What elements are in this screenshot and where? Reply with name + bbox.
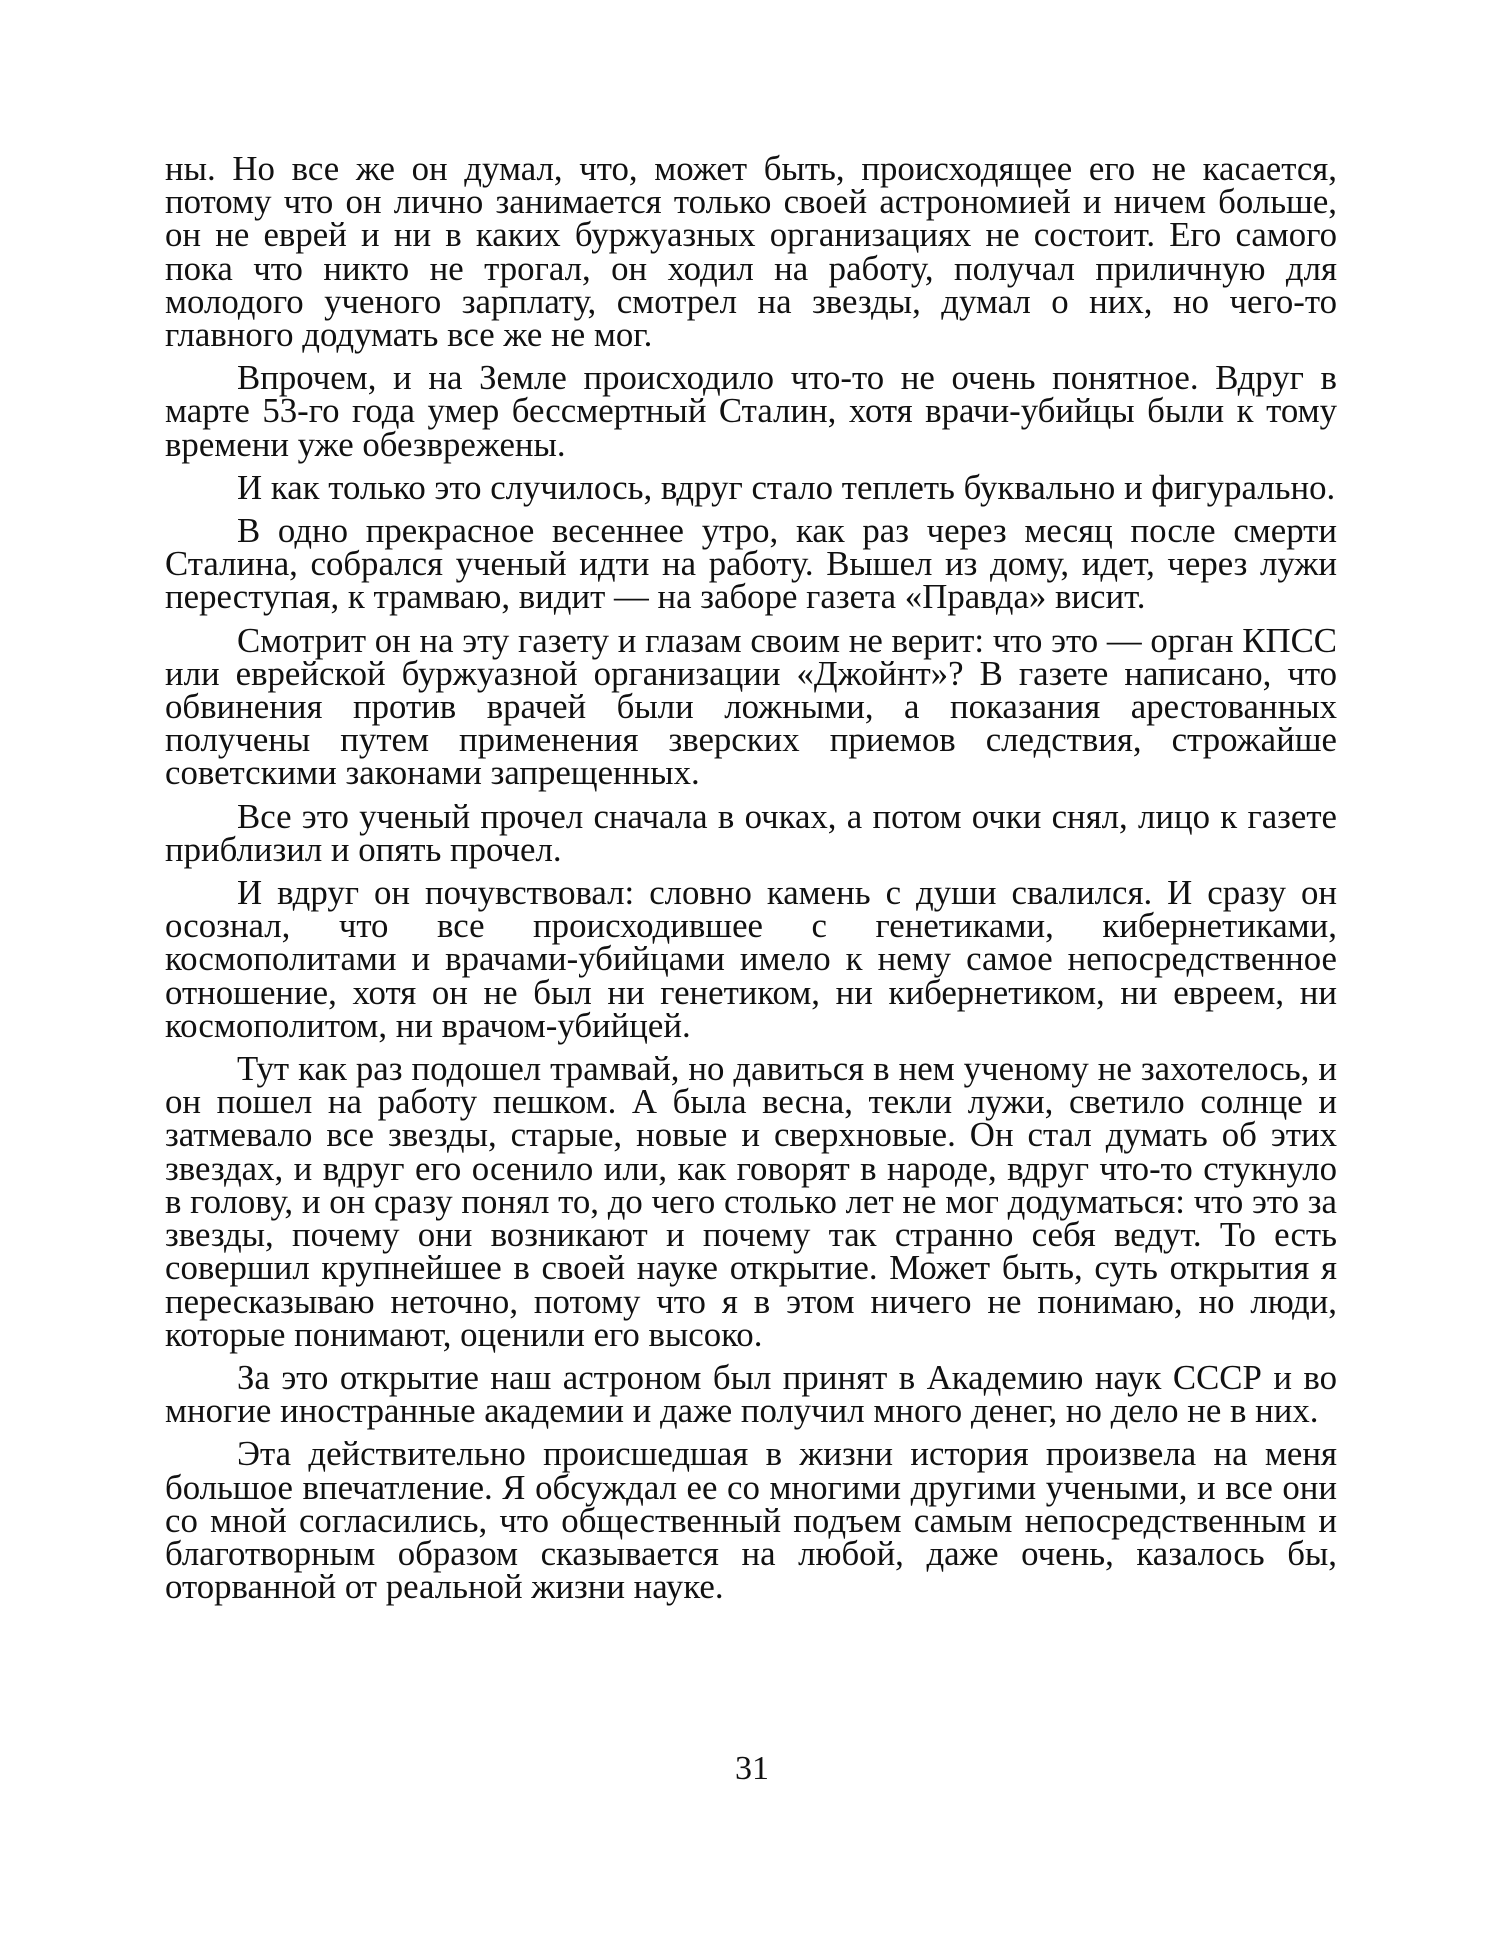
paragraph-7: И вдруг он почувствовал: словно камень с души свалился. И сразу он осознал, что все происходившее с генетиками, кибернетиками, космополитами и врачами-убийцами имело к нему самое непосредственное отношение, хотя он не был ни генетиком, ни кибернетиком, ни евреем, ни космополитом, ни врачом-убийцей. xyxy=(165,873,1337,1045)
paragraph-10: Эта действительно происшедшая в жизни история произвела на меня большое впечатление. Я обсуждал ее со многими другими учеными, и все они со мной согласились, что общественный подъем самым непосредственным и благотворным образом сказывается на любой, даже очень, казалось бы, оторванной от реальной жизни науке. xyxy=(165,1434,1337,1607)
page-body xyxy=(165,149,1337,1607)
paragraph-3: И как только это случилось, вдруг стало теплеть буквально и фигурально. xyxy=(237,467,1336,507)
paragraph-2: Впрочем, и на Земле происходило что-то не очень понятное. Вдруг в марте 53-го года умер бессмертный Сталин, хотя врачи-убийцы были к тому времени уже обезврежены. xyxy=(165,358,1337,464)
paragraph-4: В одно прекрасное весеннее утро, как раз через месяц после смерти Сталина, собрался ученый идти на работу. Вышел из дому, идет, через лужи переступая, к трамваю, видит — на заборе газета «Правда» висит. xyxy=(165,511,1337,617)
page-number: 31 xyxy=(735,1750,769,1787)
paragraph-5: Смотрит он на эту газету и глазам своим не верит: что это — орган КПСС или еврейской буржуазной организации «Джойнт»? В газете написано, что обвинения против врачей были ложными, а показания арестованных получены путем применения зверских приемов следствия, строжайше советскими законами запрещенных. xyxy=(165,620,1337,793)
paragraph-6: Все это ученый прочел сначала в очках, а потом очки снял, лицо к газете приблизил и опять прочел. xyxy=(165,796,1337,869)
paragraph-1: ны. Но все же он думал, что, может быть, происходящее его не касается, потому что он лично занимается только своей астрономией и ничем больше, он не еврей и ни в каких буржуазных организациях не состоит. Его самого пока что никто не трогал, он ходил на работу, получал приличную для молодого ученого зарплату, смотрел на звезды, думал о них, но чего-то главного додумать все же не мог. xyxy=(165,149,1337,355)
paragraph-9: За это открытие наш астроном был принят в Академию наук СССР и во многие иностранные академии и даже получил много денег, но дело не в них. xyxy=(165,1357,1337,1431)
paragraph-8: Тут как раз подошел трамвай, но давиться в нем ученому не захотелось, и он пошел на работу пешком. А была весна, текли лужи, светило солнце и затмевало все звезды, старые, новые и сверхновые. Он стал думать об этих звездах, и вдруг его осенило или, как говорят в народе, вдруг что-то стукнуло в голову, и он сразу понял то, до чего столько лет не мог додуматься: что это за звезды, почему они возникают и почему так странно себя ведут. То есть совершил крупнейшее в своей науке открытие. Может быть, суть открытия я пересказываю неточно, потому что я в этом ничего не понимаю, но люди, которые понимают, оценили его высоко. xyxy=(165,1049,1337,1354)
